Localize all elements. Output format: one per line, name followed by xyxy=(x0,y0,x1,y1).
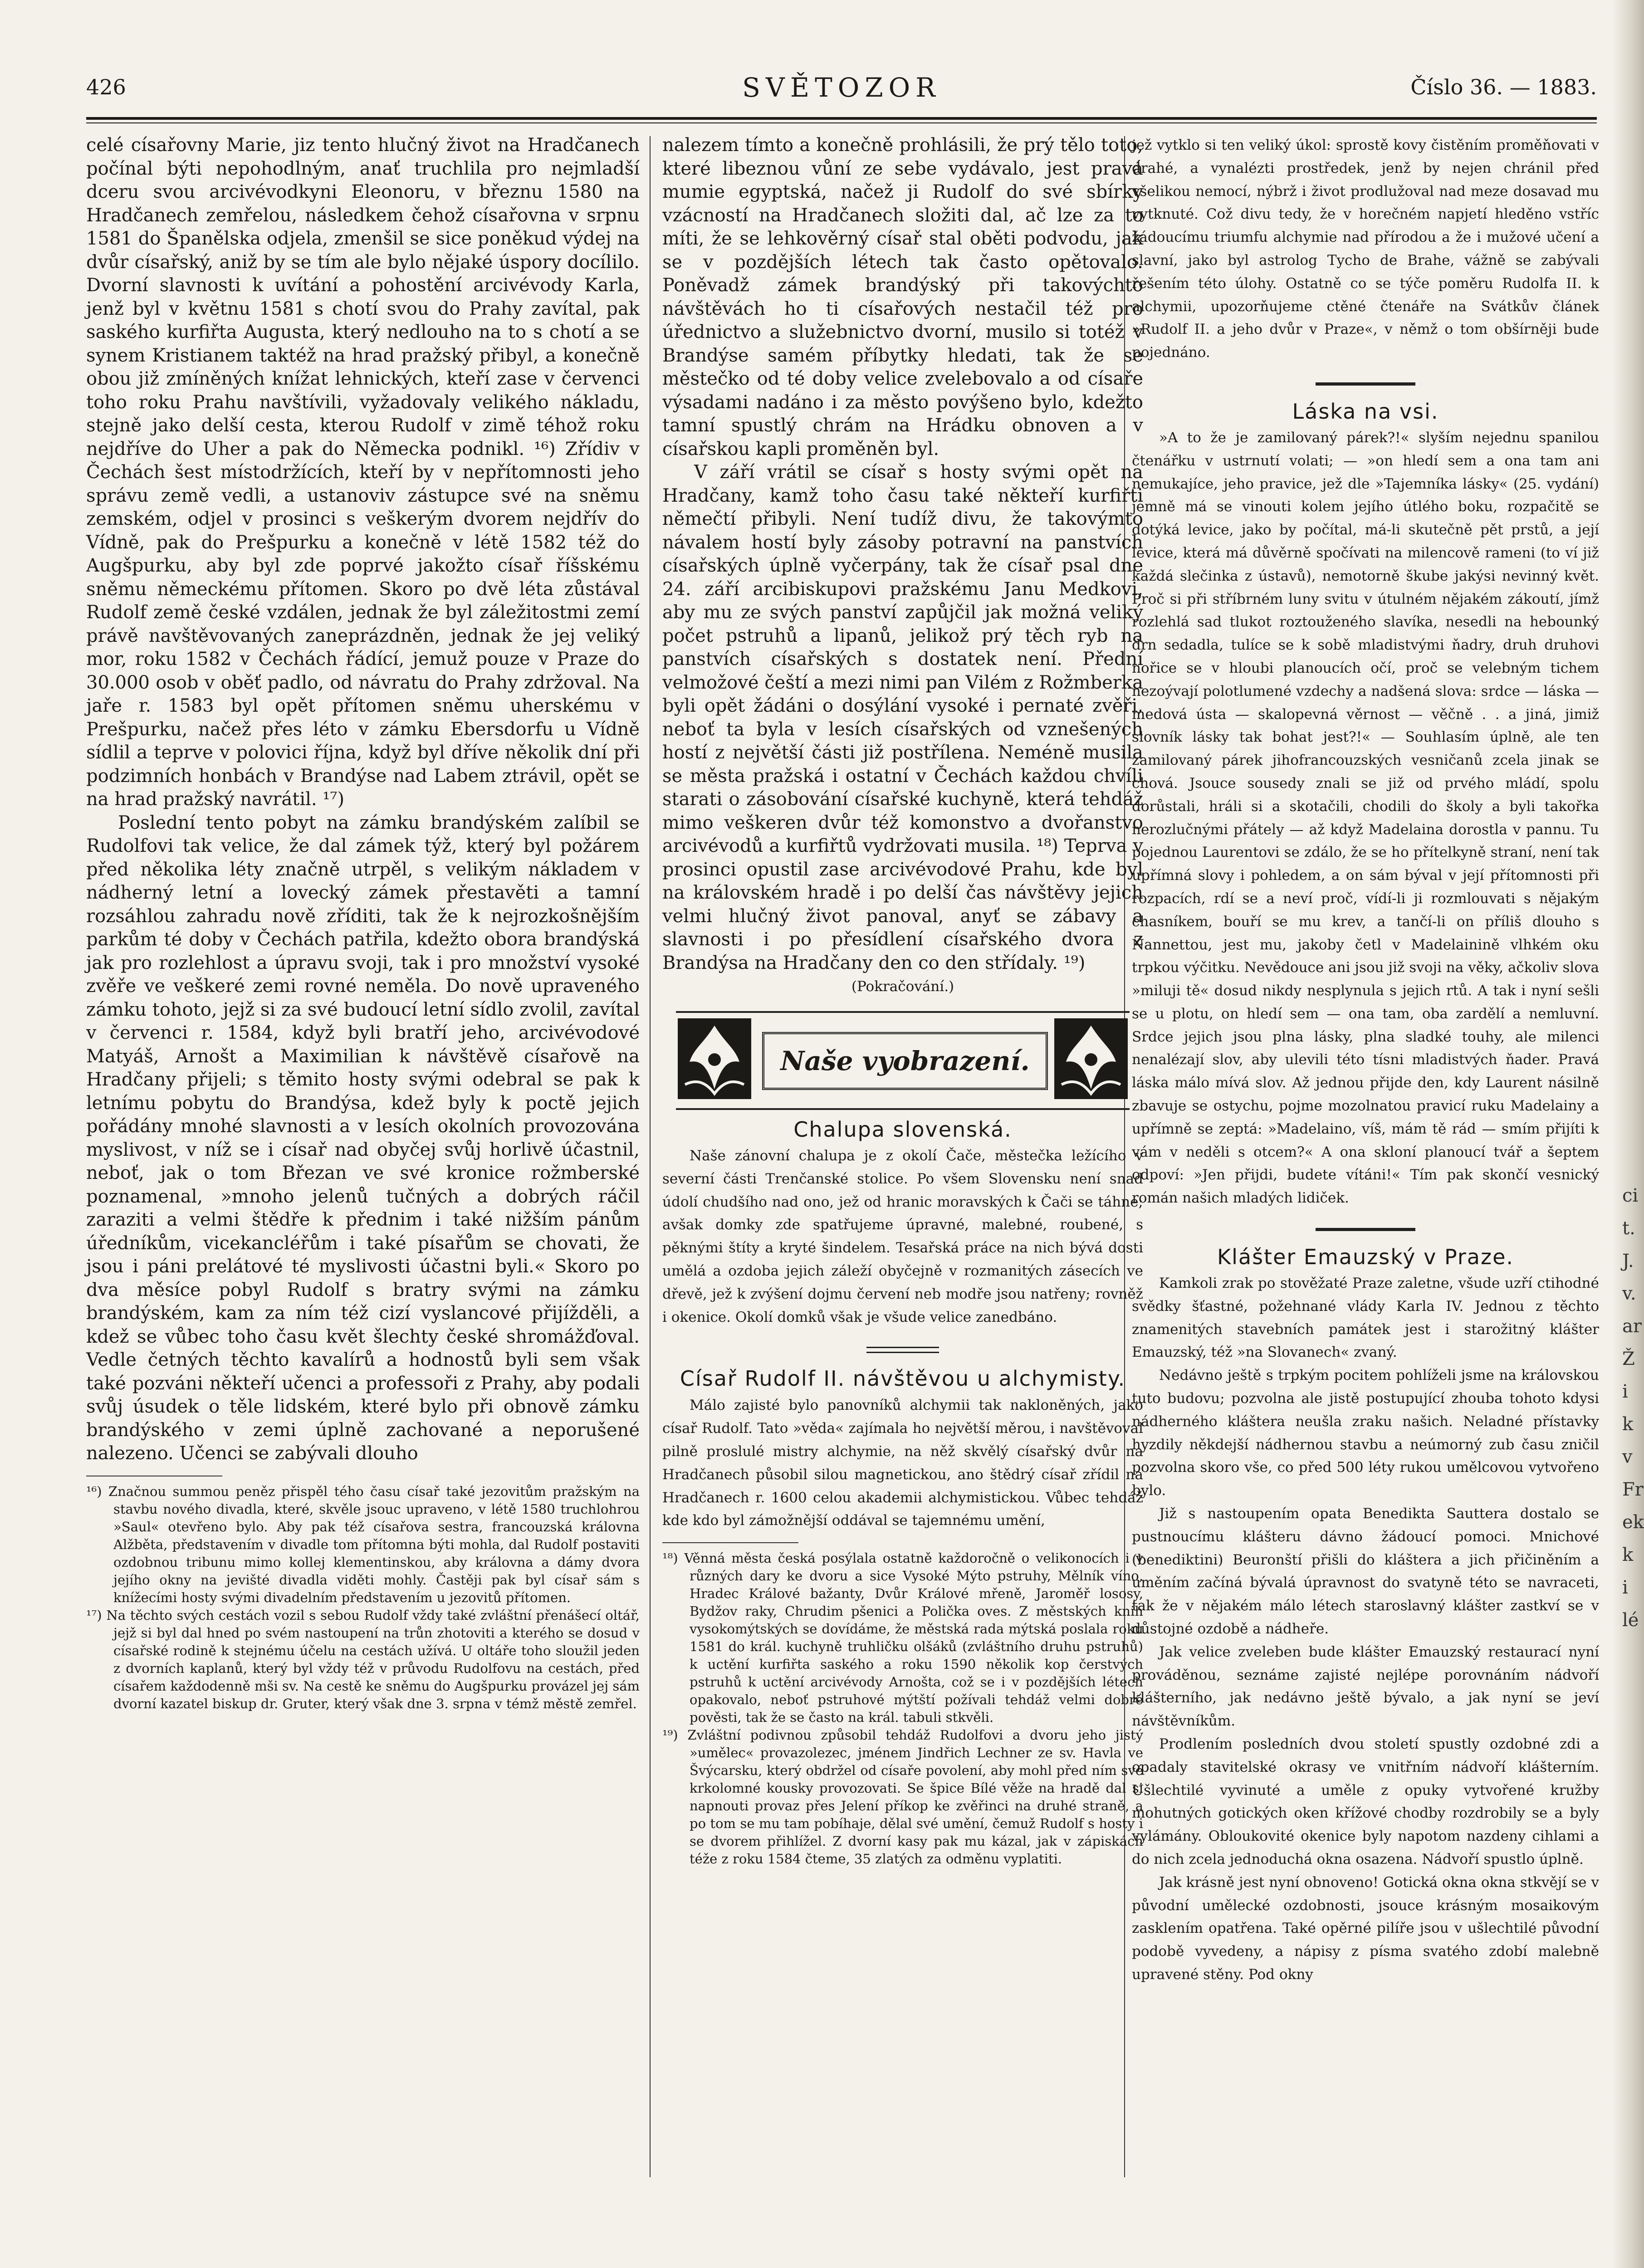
section-divider xyxy=(866,1347,939,1353)
section-title: Láska na vsi. xyxy=(1292,399,1439,424)
magazine-title: SVĚTOZOR xyxy=(742,72,941,103)
section-text: Naše zánovní chalupa je z okolí Čače, městečka ležícího v severní části Trenčanské stolice. Po všem Slovensku není snad údolí chudšího nad ono, jež od hranic moravských k Čači se táhne; avšak domky zde spatřujeme úpravné, malebné, roubené, s pěknými štíty a kryté šindelem. Tesařská práce na nich bývá dosti umělá a ozdoba jejich záleží obyčejně v rozmanitých zásecích ve dřevě, jež k zvýšení dojmu červení neb modře jsou natřeny; rovněž i okenice. Okolí domků však je všude velice zanedbáno. xyxy=(662,1148,1143,1325)
section-text: »A to že je zamilovaný párek?!« slyším nejednu spanilou čtenářku v ustrnutí volati; — »on hledí sem a ona tam ani nemukajíce, jeho pravice, jež dle »Tajemníka lásky« (25. vydání) jemně má se vinouti kolem jejího útlého boku, rozpačitě se dotýká levice, jako by počítal, má-li skutečně pět prstů, a její levice, která má důvěrně spočívati na milencově rameni (to ví již každá slečinka z ústavů), nemotorně škube jakýsi nevinný květ. Proč si při stříbrném luny svitu v útulném nějakém zákoutí, jímž rozlehlá sad tlukot roztouženého slavíka, nesedli na hebounký drn sedadla, tulíce se k sobě mladistvými ňadry, druh druhovi nořice se v hloubi planoucích očí, proč se velebným tichem nezoývají polotlumené vzdechy a nadšená slova: srdce — láska — medová ústa — skalopevná věrnost — věčně . . a jiná, jimiž slovník lásky tak bohat jest?!« — Souhlasím úplně, ale ten zamilovaný párek jihofrancouzských vesničanů zcela jinak se chová. Jsouce sousedy znali se již od prvého mládí, spolu dorůstali, hráli si a skotačili, chodili do školy a byli takořka nerozlučnými přátely — až když Madelaina dorostla v pannu. Tu pojednou Laurentovi se zdálo, že se ho přítelkyně straní, není tak upřímná slovy i pohledem, a on sám býval v její přítomnosti při rozpacích, rdí se a neví proč, vídí-li ji rozmlouvati s nějakým chasníkem, bouří se mu krev, a tančí-li on příliš dlouho s Nannettou, jest mu, jakoby četl v Madelainině vlhkém oku trpkou výčitku. Nevědouce ani jsou již svoji na věky, ačkoliv slova »miluji tě« dosud nikdy nesplynula s jejich rtů. A tak i nyní sešli se u plotu, on hledí sem — ona tam, oba zardělí a nemluvní. Srdce jejich jsou plna lásky, plna sladké touhy, ale milenci nenalézají slov, aby ulevili této tísni mladistvých ňader. Pravá láska málo mívá slov. Až jednou přijde den, kdy Laurent násilně zbavuje se ostychu, pojme mozolnatou pravicí ruku Madelainy a upřímně se zeptá: »Madelaino, víš, mám tě rád — smím přijíti k vám v neděli s otcem?« A ona skloní planoucí tvář a šeptem odpoví: »Jen přijdi, budete vítáni!« Tím pak skončí vesnický román našich mladých lidiček. xyxy=(1132,429,1599,1207)
article-paragraph: nalezem tímto a konečně prohlásili, že prý tělo toto, které libeznou vůní ze sebe vydávalo, jest pravá mumie egyptská, načež ji Rudolf do své sbírky vzácností na Hradčanech složiti dal, ač lze za to míti, že se lehkověrný císař stal oběti podvodu, jak se v pozdějších létech tak často opětovalo. Poněvadž zámek brandýský při takovýchto návštěvách ho ti císařových nestačil též pro úřednictvo a služebnictvo dvorní, musilo si totéž v Brandýse samém příbytky hledati, tak že se městečko od té doby velice zvelebovalo a od císaře výsadami nadáno i za město povýšeno bylo, kdežto tamní spustlý chrám na Hrádku obnoven a v císařskou kapli proměněn byl. xyxy=(662,135,1143,459)
section-text: Prodlením posledních dvou století spustly ozdobné zdi a opadaly stavitelské okrasy ve vnitřním nádvoří klášterním. Ušlechtilé vyvinuté a uměle z opuky vytvořené kružby mohutných gotických oken křížové chodby rozdrobily se a byly vylámány. Obloukovité okenice byly napotom nazdeny cihlami a do nich zcela jednoduchá okna osazena. Nádvoří spustlo úplně. xyxy=(1132,1736,1599,1867)
section-text: Již s nastoupením opata Benedikta Sauttera dostalo se pustnoucímu klášteru dávno žádoucí pomoci. Mnichové (benediktini) Beuronští přišli do kláštera a jich přičiněním a uměním začíná bývalá úpravnost do svatyně této se navraceti, tak že v nějakém málo létech staroslavný klášter zastkví se v důstojné ozdobě a nádheře. xyxy=(1132,1505,1599,1637)
continuation-note: (Pokračování.) xyxy=(851,978,954,995)
header-rule-thin xyxy=(86,122,1597,123)
page-number: 426 xyxy=(86,75,126,99)
adjacent-page-letters: ci t. J. v. ar Ž i k v Fr ek k i lé xyxy=(1622,1185,1644,1631)
column-divider-1 xyxy=(650,136,651,2177)
column-2 xyxy=(662,134,1143,1868)
page-header xyxy=(86,72,1597,111)
section-text: jež vytklo si ten veliký úkol: sprostě kovy čistěním proměňovati v drahé, a vynalézti prostředek, jenž by nejen chránil před všelikou nemocí, nýbrž i život prodlužoval nad meze dosavad mu vytknuté. Což divu tedy, že v horečném napjetí hleděno vstříc žádoucímu triumfu alchymie nad přírodou a že i mužové učení a slavní, jako byl astrolog Tycho de Brahe, vážně se zabývali řešením této úlohy. Ostatně co se týče poměru Rudolfa II. k alchymii, upozorňujeme ctěné čtenáře na Svátkův článek »Rudolf II. a jeho dvůr v Praze«, v němž o tom obšírněji bude pojednáno. xyxy=(1132,137,1599,361)
header-rule xyxy=(86,117,1597,120)
section-text: Nedávno ještě s trpkým pocitem pohlíželi jsme na královskou tuto budovu; pozvolna ale jistě postupující zhouba tohoto kdysi nádherného kláštera neušla zraku našich. Neladné přístavky hyzdily někdejší nádhernou stavbu a neúmorný zub času zničil pozvolna skoro vše, co před 500 léty rukou umělcovou vytvořeno bylo. xyxy=(1132,1367,1599,1499)
section-banner xyxy=(676,1011,1130,1106)
section-text: Jak krásně jest nyní obnoveno! Gotická okna okna stkvějí se v původní umělecké ozdobnosti, jsouce krásným mosaikovým zasklením opatřena. Také opěrné pilíře jsou v ušlechtilé původní podobě vyvedeny, a nápisy z písma svatého zdobí malebně upravené stěny. Pod okny xyxy=(1132,1874,1599,1983)
section-title: Císař Rudolf II. návštěvou u alchymisty. xyxy=(680,1366,1126,1391)
section-title: Chalupa slovenská. xyxy=(793,1117,1012,1142)
fleur-ornament-icon xyxy=(676,1017,753,1101)
footnote-16: ¹⁶) Značnou summou peněz přispěl tého času císař také jezovitům pražským na stavbu nového divadla, které, skvěle jsouc upraveno, v létě 1580 truchlohrou »Saul« otevřeno bylo. Aby pak též císařova sestra, francouzská královna Alžběta, představením v divadle tom přítomna býti mohla, dal Rudolf postaviti ozdobnou tribunu mimo kollej klementinskou, aby královna a dámy dvora jejího okny na jevišté divadla viděti mohly. Častěji pak byl císař sám s knížecími hosty svými divadelním představením u jezovitů přítomen. xyxy=(86,1483,640,1605)
article-paragraph: V září vrátil se císař s hosty svými opět na Hradčany, kamž toho času také někteří kurfiřti němečtí přibyli. Není tudíž divu, že takovýmto návalem hostí byly zásoby potravní na panstvích císařských úplně vyčerpány, tak že císař psal dne 24. září arcibiskupovi pražskému Janu Medkovi, aby mu ze svých panství zapůjčil jak možná veliký počet pstruhů a lipanů, jelikož prý těch ryb na panstvích císařských s dostatek není. Přední velmožové čeští a mezi nimi pan Vilém z Rožmberka byli opět žádáni o dosýlání vysoké i pernaté zvěři, neboť ta byla v lesích císařských od vznešených hostí z největší části již postřílena. Neméně musila se města pražská i ostatní v Čechách každou chvíli starati o zásobování císařské kuchyně, která tehdáž mimo veškeren dvůr též komonstvo a dvořanstvo arcivévodů a kurfiřtů vydržovati musila. ¹⁸) Teprva v prosinci opustil zase arcivévodové Prahu, kde byl na královském hradě i po delší čas návštěvy jejich velmi hlučný život panoval, anyť se zábavy a slavnosti i po přesídlení císařského dvora z Brandýsa na Hradčany den co den střídaly. ¹⁹) xyxy=(662,462,1143,973)
section-divider xyxy=(1316,1228,1415,1231)
fleur-ornament-icon xyxy=(1052,1017,1130,1101)
footnote-18: ¹⁸) Věnná města česká posýlala ostatně každoročně o velikonocích i v různých dary ke dvoru a sice Vysoké Mýto pstruhy, Mělník víno, Hradec Králové bažanty, Dvůr Králové mřeně, Jaroměř lososy, Bydžov raky, Chrudim pšenici a Polička oves. Z městských knih vysokomýtských se dovídáme, že městská rada mýtská poslala roku 1581 do král. kuchyně truhličku olšáků (zvláštního druhu pstruhů) k uctění kurfiřta saského a roku 1590 několik kop čerstvých pstruhů k uctění arcivévody Arnošta, což se i v pozdějších létech opakovalo, neboť pstruhové mýtští požívali tehdáž velmi dobré pověsti, tak že se často na král. tabuli stkvěli. xyxy=(662,1550,1143,1725)
issue-number: Číslo 36. — 1883. xyxy=(1410,75,1597,99)
article-paragraph: celé císařovny Marie, jiz tento hlučný život na Hradčanech počínal býti nepohodlným, anať truchlila pro nejmladší dceru svou arcivévodkyni Eleonoru, v březnu 1580 na Hradčanech zemřelou, následkem čehož císařovna v srpnu 1581 do Španělska odjela, zmenšil se sice poněkud výdej na dvůr císařský, aniž by se tím ale bylo nějaké úspory docílilo. Dvorní slavnosti k uvítání a pohostění arcivévody Karla, jenž byl v květnu 1581 s chotí svou do Prahy zavítal, pak saského kurfiřta Augusta, který nedlouho na to s chotí a se synem Kristianem taktéž na hrad pražský přibyl, a konečně obou již zmíněných knížat lehnických, kteří zase v červenci toho roku Prahu navštívili, vyžadovaly velikého nákladu, stejně jako delší cesta, kterou Rudolf v zimě téhož roku nejdříve do Uher a pak do Německa podnikl. ¹⁶) Zřídiv v Čechách šest místodržících, kteří by v nepřítomnosti jeho správu země vedli, a ustanoviv zástupce své na sněmu zemském, odjel v prosinci s veškerým dvorem nejdřív do Vídně, pak do Prešpurku a konečně v létě 1582 též do Augšpurku, aby byl zde poprvé jakožto císař říšskému sněmu německému přítomen. Skoro po dvě léta zůstával Rudolf země české vzdálen, jednak že byl záležitostmi zemí právě navštěvovaných zaneprázdněn, jednak že jej veliký mor, roku 1582 v Čechách řádící, jemuž pouze v Praze do 30.000 osob v oběť padlo, od návratu do Prahy zdržoval. Na jaře r. 1583 byl opět přítomen sněmu uherskému v Prešpurku, načež přes léto v zámku Ebersdorfu u Vídně sídlil a teprve v polovici října, když byl dříve několik dní při podzimních honbách v Brandýse nad Labem ztrávil, opět se na hrad pražský navrátil. ¹⁷) xyxy=(86,135,640,810)
section-text: Jak velice zveleben bude klášter Emauzský restaurací nyní prováděnou, seznáme zajisté nejlépe porovnáním nádvoří klášterního, jak nedávno ještě bývalo, a jak nyní se jeví návštěvníkům. xyxy=(1132,1643,1599,1730)
banner-label: Naše vyobrazení. xyxy=(762,1032,1048,1090)
column-1 xyxy=(86,134,640,1713)
section-text: Málo zajisté bylo panovníků alchymii tak nakloněných, jako císař Rudolf. Tato »věda« zajímala ho největší měrou, i navštěvoval pilně proslulé mistry alchymie, na něž skvělý císařský dvůr na Hradčanech působil silou magnetickou, ano štědrý císař zřídil na Hradčanech r. 1600 celou akademii alchymistickou. Vůbec tehdáž kde kdo byl zámožnější oddával se tajemnému umění, xyxy=(662,1397,1143,1529)
column-3 xyxy=(1132,134,1599,1986)
section-title: Klášter Emauzský v Praze. xyxy=(1217,1245,1514,1270)
section-divider xyxy=(1316,382,1415,386)
footnote-17: ¹⁷) Na těchto svých cestách vozil s sebou Rudolf vždy také zvláštní přenášecí oltář, jejž si byl dal hned po svém nastoupení na trůn zhotoviti a kterého se dosud v císařské rodině k stejnému účelu na cestách užívá. U oltáře toho sloužil jeden z dvorních kaplanů, který byl vždy též v průvodu Rudolfovu na cestách, před císařem každodenně mši sv. Na cestě ke sněmu do Augšpurku provázel jej sám dvorní kazatel biskup dr. Gruter, který však dne 3. srpna v témž městě zemřel. xyxy=(86,1607,640,1711)
article-paragraph: Poslední tento pobyt na zámku brandýském zalíbil se Rudolfovi tak velice, že dal zámek týž, který byl požárem před několika léty značně utrpěl, s velikým nákladem v nádherný letní a lovecký zámek přestavěti a tamní rozsáhlou zahradu nově zříditi, tak že k nejrozkošnějším parkům té doby v Čechách patřila, kdežto obora brandýská jak pro rozlehlost a úpravu svoji, tak i pro množství vysoké zvěře ve veškeré zemi rovné neměla. Do nově upraveného zámku tohoto, jejž si za své budoucí letní sídlo zvolil, zavítal v červenci r. 1584, když byli bratří jeho, arcivévodové Matyáš, Arnošt a Maximilian k návštěvě císařově na Hradčany přijeli; s těmito hosty svými odebral se pak k letnímu pobytu do Brandýsa, kdež byly k poctě jejich pořádány mnohé slavnosti a v lesích okolních provozována myslivost, v níž se i císař nad obyčej svůj horlivě účastnil, neboť, jak o tom Březan ve své kronice rožmberské poznamenal, »mnoho jelenů tučných a dobrých ráčil zaraziti a velmi štědře k přednim i také nižším pánům úředníkům, vicekancléřům i také písařům se chovati, že jsou i páni prelátové té myslivosti účastni byli.« Skoro po dva měsíce pobyl Rudolf s bratry svými na zámku brandýském, kam za ním též cizí vyslancové přijížděli, a kdež se vůbec toho času květ šlechty české shromážďoval. Vedle četných těchto kavalírů a hodnostů byli sem však také pozváni někteří učenci a professoři z Prahy, aby podali svůj úsudek o těle lidském, které bylo při obnově zámku brandýského v zemi úplně zachované a neporušené nalezeno. Učenci se zabývali dlouho xyxy=(86,812,640,1464)
footnote-19: ¹⁹) Zvláštní podivnou způsobil tehdáž Rudolfovi a dvoru jeho jistý »umělec« provazolezec, jménem Jindřich Lechner ze sv. Havla ve Švýcarsku, který obdržel od císaře povolení, aby mohl před ním své krkolomné kousky provozovati. Se špice Bílé věže na hradě dal si napnouti provaz přes Jelení příkop ke zvěřinci na druhé straně, a po tom se mu tam pobíhaje, dělal své umění, čemuž Rudolf s hosty i se dvorem přihlížel. Z dvorní kasy pak mu kázal, jak v zápiskách téže z roku 1584 čteme, 35 zlatých za odměnu vyplatiti. xyxy=(662,1727,1143,1867)
footnote-rule xyxy=(662,1542,798,1543)
section-text: Kamkoli zrak po stověžaté Praze zaletne, všude uzří ctihodné svědky šťastné, požehnané vlády Karla IV. Jednou z těchto znamenitých stavebních památek jest i starožitný klášter Emauzský, též »na Slovanech« zvaný. xyxy=(1132,1275,1599,1361)
page-edge-shadow xyxy=(1612,0,1644,2268)
